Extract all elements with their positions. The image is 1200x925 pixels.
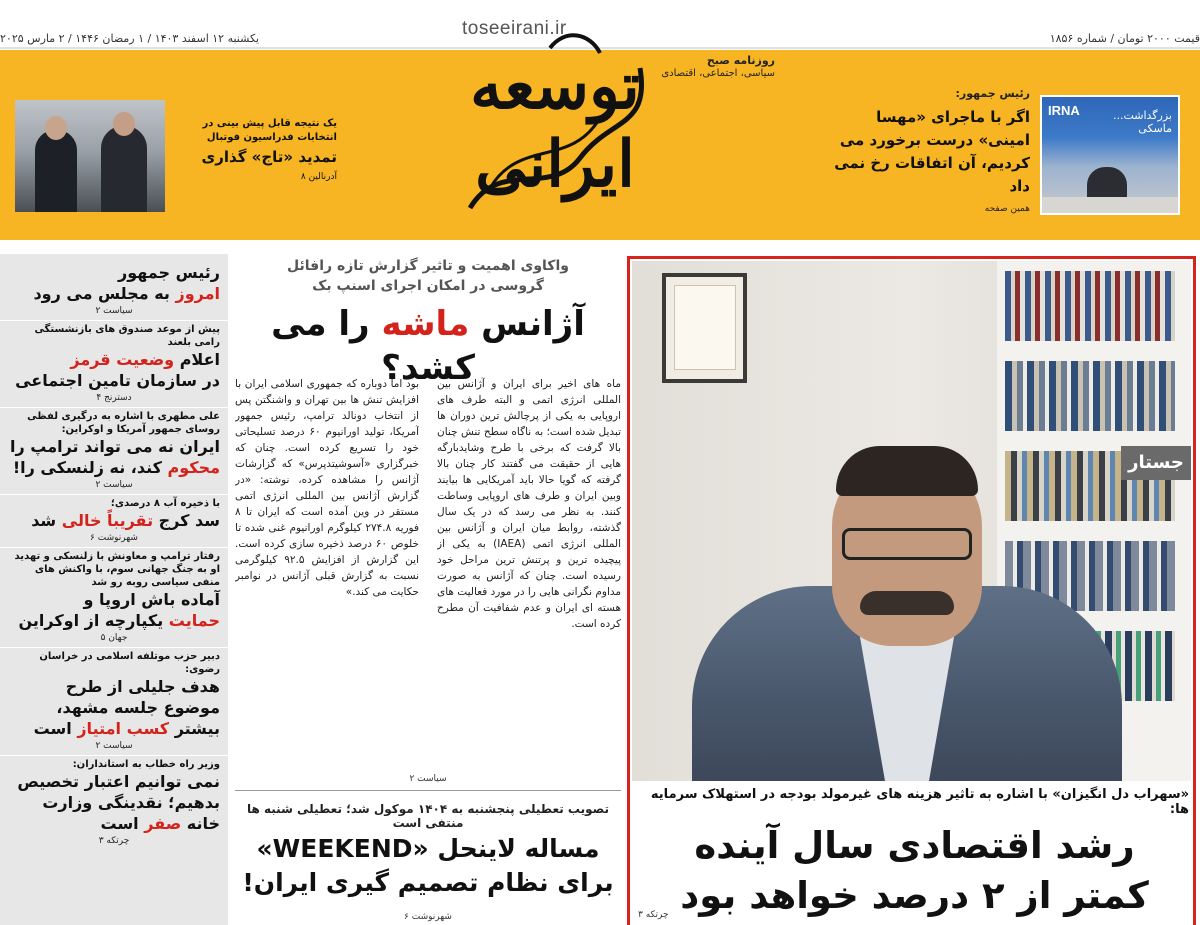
brief-headline-text: است xyxy=(33,719,72,738)
brief-kicker: وزیر راه خطاب به استانداران: xyxy=(72,759,220,770)
page-reference: همین صفحه xyxy=(984,204,1030,214)
brief-headline-highlight: امروز xyxy=(175,284,220,303)
subject-hair xyxy=(836,446,978,496)
brief-headline-text: کند، نه زلنسکی را! xyxy=(12,458,162,477)
website-link[interactable]: toseeirani.ir xyxy=(462,18,567,39)
brief-headline-text: یکپارچه از اوکراین xyxy=(18,611,164,630)
feature-story[interactable] xyxy=(627,256,1196,925)
brief-headline-text: رئیس جمهور xyxy=(118,263,220,282)
newspaper-logo[interactable] xyxy=(430,8,680,233)
brief-headline-highlight: حمایت xyxy=(168,611,220,630)
book-row xyxy=(1005,271,1175,341)
brief-divider xyxy=(0,755,228,756)
second-headline[interactable] xyxy=(230,832,626,900)
story-headline[interactable]: اگر با ماجرای «مهسا امینی» درست برخورد می کردیم، آن اتفاقات رخ نمی داد xyxy=(834,108,1030,195)
brief-divider xyxy=(0,547,228,548)
subject-mustache xyxy=(860,591,954,615)
brief-kicker: با ذخیره آب ۸ درصدی؛ xyxy=(110,498,220,509)
brief-headline-text: هدف جلیلی از طرح موضوع جلسه مشهد، بیشتر xyxy=(56,677,220,738)
story-photo xyxy=(1040,95,1180,215)
irna-logo: IRNA xyxy=(1048,103,1080,118)
brief-headline-text: سد کرج xyxy=(158,511,220,530)
brief-page-ref: شهرنوشت ۶ xyxy=(90,533,138,543)
brief-divider xyxy=(0,647,228,648)
photo-head xyxy=(113,112,135,136)
brief-item[interactable] xyxy=(0,497,228,545)
brief-page-ref: چرتکه ۳ xyxy=(98,836,130,846)
brief-item[interactable] xyxy=(0,323,228,405)
brief-headline-highlight: تقریباً خالی xyxy=(61,511,154,530)
brief-item[interactable] xyxy=(0,254,228,318)
lead-kicker: واکاوی اهمیت و تاثیر گزارش تازه رافائل گروسی در امکان اجرای اسنپ بک xyxy=(287,258,569,294)
issue-date: یکشنبه ۱۲ اسفند ۱۴۰۳ / ۱ رمضان ۱۴۴۶ / ۲ مارس ۲۰۲۵ xyxy=(0,32,260,45)
brief-headline xyxy=(8,436,220,478)
section-tag: جستار xyxy=(1121,446,1191,480)
feature-page-ref: چرتکه ۳ xyxy=(638,910,669,920)
logo-text: توسعه ایرانی xyxy=(470,49,640,202)
section-divider xyxy=(235,790,621,791)
lead-headline-text: را می کشد؟ xyxy=(271,304,475,388)
brief-headline-text: شد xyxy=(31,511,57,530)
masthead-story-left[interactable] xyxy=(10,90,340,240)
brief-headline-highlight: کسب امتیاز xyxy=(77,719,170,738)
brief-page-ref: سیاست ۲ xyxy=(95,306,133,316)
brief-page-ref: سیاست ۲ xyxy=(95,480,133,490)
brief-item[interactable] xyxy=(0,550,228,645)
photo-subject xyxy=(692,456,1122,781)
brief-headline xyxy=(8,771,220,834)
story-kicker: رئیس جمهور: xyxy=(955,87,1030,100)
brief-headline-text: آماده باش اروپا و xyxy=(83,590,220,609)
sidebar-briefs xyxy=(0,254,228,925)
brief-headline-highlight: وضعیت قرمز xyxy=(70,350,175,369)
subject-glasses xyxy=(842,528,972,560)
brief-item[interactable] xyxy=(0,410,228,492)
photo-banner-text: بزرگداشت... ماسکی xyxy=(1112,109,1172,135)
feature-headline-line: رشد اقتصادی سال آینده xyxy=(694,824,1135,867)
brief-item[interactable] xyxy=(0,650,228,753)
feature-headline-line: کمتر از ۲ درصد خواهد بود xyxy=(680,874,1149,917)
body-column-left: بود اما دوباره که جمهوری اسلامی ایران با افزایش تنش ها بین تهران و واشنگتن پس از انتخاب دونالد ترامپ، رئیس جمهور آمریکا، تولید اورانیوم ۶۰ درصد تسلیحاتی خود را تسریع کرده است. چنان که خبرگزاری «آسوشیتدپرس» که گزارشات آژانس را مشاهده کرده، نوشته: «در گزارش آژانس بین المللی انرژی اتمی مستقر در وین آمده است که ایران تا ۸ فوریه ۲۷۴.۸ کیلوگرم اورانیوم غنی شده تا خلوص ۶۰ درصد ذخیره سازی کرده است. این گزارش از افزایش ۹۲.۵ کیلوگرمی نسبت به گزارش قبلی آژانس در نوامبر حکایت می کند.» xyxy=(235,378,419,598)
feature-headline[interactable] xyxy=(640,821,1189,921)
brief-headline-text: در سازمان تامین اجتماعی xyxy=(15,371,220,390)
brief-kicker: پیش از موعد صندوق های بازنشستگی رامی بلعند xyxy=(34,324,220,348)
frame-mat xyxy=(674,285,736,370)
second-headline-line: مساله لاینحل «WEEKEND» xyxy=(256,834,600,863)
story-headline[interactable]: تمدید «تاج» گذاری xyxy=(201,148,337,166)
tagline-type: روزنامه صبح xyxy=(706,54,775,67)
lead-headline-text: آژانس xyxy=(481,304,585,344)
brief-page-ref: جهان ۵ xyxy=(100,633,128,643)
masthead-story-right[interactable] xyxy=(830,85,1190,235)
second-page-ref: شهرنوشت ۶ xyxy=(404,912,452,922)
brief-kicker: رفتار ترامپ و معاونش با زلنسکی و تهدید او به جنگ جهانی سوم، با واکنش های منفی سیاسی روبه رو شد xyxy=(14,551,220,588)
lead-page-ref: سیاست ۲ xyxy=(409,774,447,784)
brief-divider xyxy=(0,407,228,408)
issue-price: قیمت ۲۰۰۰ تومان / شماره ۱۸۵۶ xyxy=(1049,32,1200,45)
page-reference: آدرنالین ۸ xyxy=(300,172,337,182)
brief-headline-highlight: محکوم xyxy=(167,458,220,477)
brief-page-ref: دسترنج ۴ xyxy=(96,393,132,403)
brief-divider xyxy=(0,320,228,321)
brief-headline-text: اعلام xyxy=(179,350,220,369)
brief-divider xyxy=(0,494,228,495)
masthead xyxy=(0,50,1200,240)
photo-desk xyxy=(1042,197,1178,213)
brief-headline-highlight: صفر xyxy=(144,814,182,833)
tagline-topics: سیاسی، اجتماعی، اقتصادی xyxy=(661,68,775,79)
brief-headline-text: است xyxy=(100,814,139,833)
body-column-right: ماه های اخیر برای ایران و آژانس بین المللی انرژی اتمی و البته طرف های اروپایی به یکی از پرچالش ترین دوران ها تبدیل شده است؛ به ناگاه سطح تنش چنان بالا گرفت که برخی با طرح وشایدبارگه هایی از حقیقت می گفتند کار چنان بالا گرفته که گویا حالا باید آمریکایی ها بیایند وبین ایران و طرف های اروپایی وساطت کنند. به نظر می رسد که در یک سال گذشته، روابط میان ایران و آژانس بین المللی انرژی اتمی (IAEA) به یکی از پیچیده ترین و پرتنش ترین مراحل خود رسیده است. چنان که آژانس به صورت مداوم نگرانی هایی را در مورد فعالیت های هسته ای ایران و عدم شفافیت آن مطرح کرده است. xyxy=(437,378,621,630)
photo-person xyxy=(35,130,77,212)
feature-photo xyxy=(632,261,1191,781)
photo-head xyxy=(45,116,67,140)
brief-headline xyxy=(8,262,220,304)
brief-kicker: دبیر حزب موتلفه اسلامی در خراسان رضوی: xyxy=(39,651,220,675)
center-story xyxy=(230,254,626,925)
brief-headline-text: به مجلس می رود xyxy=(33,284,170,303)
book-row xyxy=(1005,361,1175,431)
brief-headline xyxy=(8,589,220,631)
brief-item[interactable] xyxy=(0,758,228,848)
story-kicker: یک نتیجه قابل پیش بینی در انتخابات فدراسیون فوتبال xyxy=(202,118,337,143)
story-photo xyxy=(15,100,165,212)
wall-frame xyxy=(662,273,747,383)
lead-body xyxy=(235,376,621,776)
brief-page-ref: سیاست ۲ xyxy=(95,741,133,751)
second-kicker: تصویب تعطیلی پنجشنبه به ۱۴۰۴ موکول شد؛ تعطیلی شنبه ها منتفی است xyxy=(246,802,609,830)
tagline xyxy=(655,54,775,80)
feature-kicker: «سهراب دل انگیزان» با اشاره به تاثیر هزینه های غیرمولد بودجه در استهلاک سرمایه ها: xyxy=(650,787,1189,817)
second-headline-line: برای نظام تصمیم گیری ایران! xyxy=(242,868,614,897)
lead-headline-highlight: ماشه xyxy=(381,304,470,344)
brief-headline xyxy=(8,510,220,531)
photo-person xyxy=(101,126,147,212)
brief-headline xyxy=(8,349,220,391)
brief-headline-text: نمی توانیم اعتبار تخصیص بدهیم؛ نقدینگی وزارت خانه xyxy=(17,772,220,833)
brief-headline-text: ایران نه می تواند ترامپ را xyxy=(10,437,220,456)
brief-kicker: علی مطهری با اشاره به درگیری لفظی روسای جمهور آمریکا و اوکراین: xyxy=(27,411,220,435)
brief-headline xyxy=(8,676,220,739)
